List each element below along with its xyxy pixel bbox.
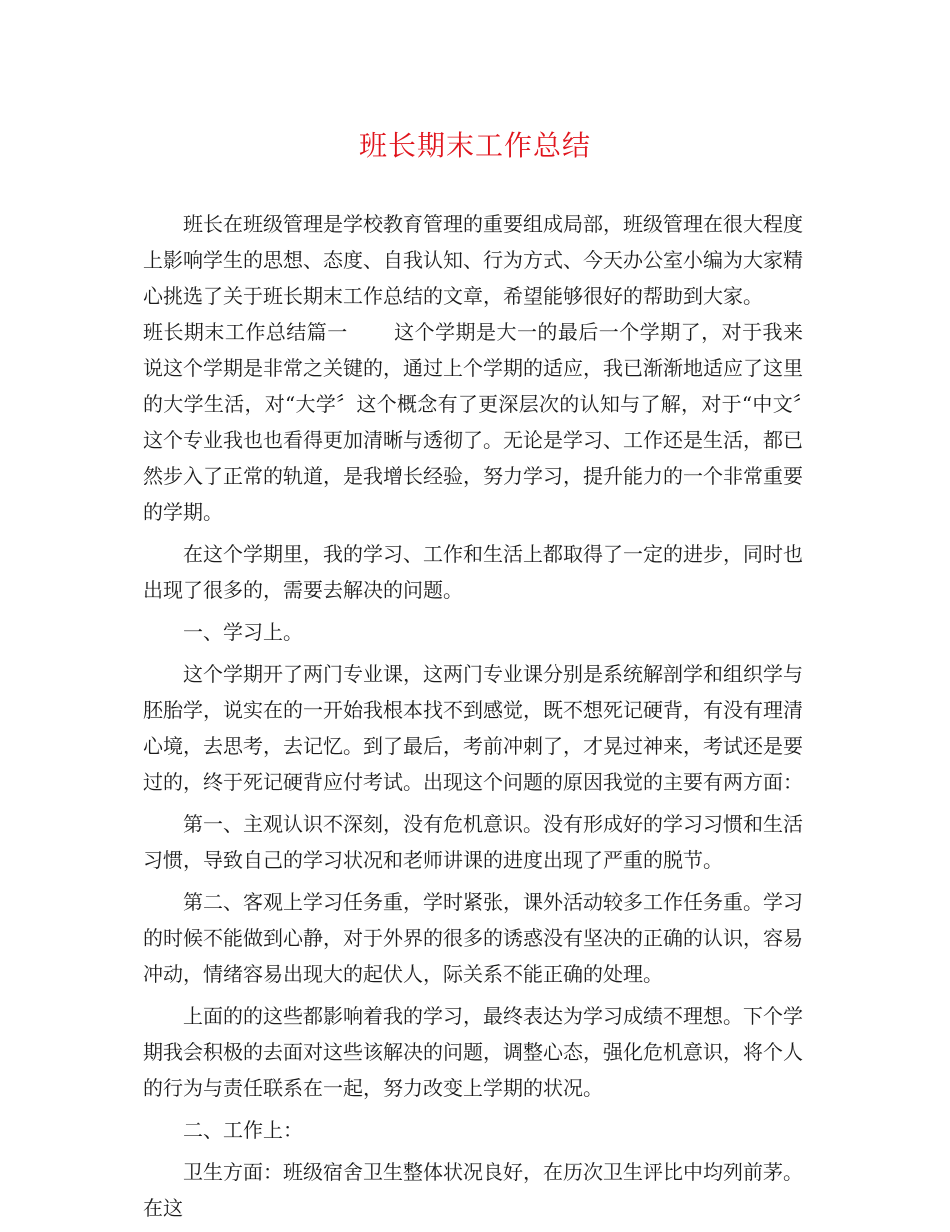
section-one-heading: 班长期末工作总结篇一 [143, 320, 348, 344]
summary-paragraph: 上面的的这些都影响着我的学习，最终表达为学习成绩不理想。下个学期我会积极的去面对这些该解决的问题，调整心态，强化危机意识，将个人的行为与责任联系在一起，努力改变上学期的状况。 [143, 1004, 803, 1100]
study-heading: 一、学习上。 [183, 620, 303, 644]
section-one-text: 这个学期是大一的最后一个学期了，对于我来说这个学期是非常之关键的，通过上个学期的适应，我已渐渐地适应了这里的大学生活，对“大学〞这个概念有了更深层次的认知与了解，对于“中文〞这个专业我也也看得更加清晰与透彻了。无论是学习、工作还是生活，都已然步入了正常的轨道，是我增长经验，努力学习，提升能力的一个非常重要的学期。 [143, 320, 804, 524]
document-title: 班长期末工作总结 [358, 129, 591, 162]
hygiene-paragraph: 卫生方面：班级宿舍卫生整体状况良好，在历次卫生评比中均列前茅。在这 [143, 1160, 803, 1220]
progress-paragraph: 在这个学期里，我的学习、工作和生活上都取得了一定的进步，同时也出现了很多的，需要去解决的问题。 [143, 542, 803, 602]
point-one-paragraph: 第一、主观认识不深刻，没有危机意识。没有形成好的学习习惯和生活习惯，导致自己的学习状况和老师讲课的进度出现了严重的脱节。 [143, 812, 803, 872]
document-body [143, 206, 803, 1232]
work-heading: 二、工作上： [183, 1118, 303, 1142]
intro-paragraph: 班长在班级管理是学校教育管理的重要组成局部，班级管理在很大程度上影响学生的思想、态度、自我认知、行为方式、今天办公室小编为大家精心挑选了关于班长期末工作总结的文章，希望能够很好的帮助到大家。 [143, 212, 803, 308]
study-paragraph: 这个学期开了两门专业课，这两门专业课分别是系统解剖学和组织学与胚胎学，说实在的一开始我根本找不到感觉，既不想死记硬背，有没有理清心境，去思考，去记忆。到了最后，考前冲刺了，才晃过神来，考试还是要过的，终于死记硬背应付考试。出现这个问题的原因我觉的主要有两方面： [143, 662, 803, 794]
section-one-paragraph [143, 314, 803, 530]
point-two-paragraph: 第二、客观上学习任务重，学时紧张，课外活动较多工作任务重。学习的时候不能做到心静，对于外界的很多的诱惑没有坚决的正确的认识，容易冲动，情绪容易出现大的起伏人，际关系不能正确的处理。 [143, 890, 803, 986]
